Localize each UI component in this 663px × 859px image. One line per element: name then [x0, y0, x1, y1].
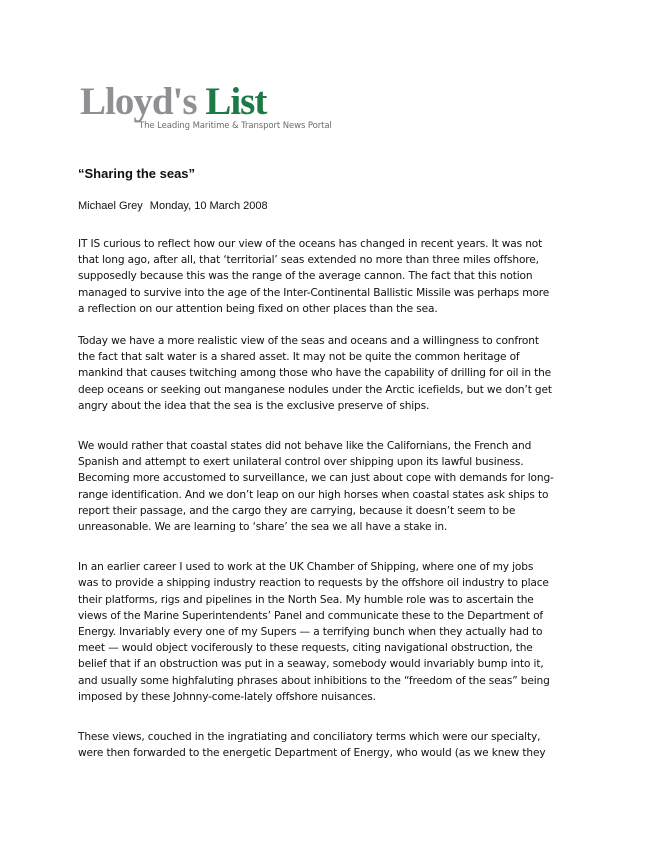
paragraph-line: In an earlier career I used to work at the UK Chamber of Shipping, where one of my jobs — [78, 561, 534, 574]
article-byline — [78, 200, 268, 213]
article-paragraph — [78, 559, 586, 705]
paragraph-line: were then forwarded to the energetic Department of Energy, who would (as we knew they — [78, 747, 546, 760]
logo-word-lloyds: Lloyd's — [80, 80, 197, 123]
logo — [80, 80, 380, 140]
paragraph-line: range identification. And we don’t leap on our high horses when coastal states ask ships to — [78, 488, 549, 501]
paragraph-line: supposedly because this was the range of the average cannon. The fact that this notion — [78, 270, 533, 283]
paragraph-line: a reflection on our attention being fixed on other places than the sea. — [78, 302, 438, 315]
logo-wordmark — [80, 80, 266, 124]
paragraph-line: We would rather that coastal states did not behave like the Californians, the French and — [78, 440, 532, 453]
logo-tagline: The Leading Maritime & Transport News Portal — [139, 121, 332, 131]
article-paragraph — [78, 333, 586, 414]
paragraph-spacer — [78, 414, 586, 438]
paragraph-line: the fact that salt water is a shared asset. It may not be quite the common heritage of — [78, 351, 520, 364]
article-paragraph — [78, 729, 586, 761]
paragraph-line: and usually some highfaluting phrases about inhibitions to the “freedom of the seas” being — [78, 674, 550, 687]
paragraph-line: Becoming more accustomed to surveillance, we can just about cope with demands for long- — [78, 472, 554, 485]
paragraph-line: deep oceans or seeking out manganese nodules under the Arctic icefields, but we don’t get — [78, 383, 552, 396]
paragraph-line: Today we have a more realistic view of the seas and oceans and a willingness to confront — [78, 335, 539, 348]
paragraph-line: meet — would object vociferously to these requests, citing navigational obstruction, the — [78, 642, 533, 655]
paragraph-line: IT IS curious to reflect how our view of the oceans has changed in recent years. It was not — [78, 238, 543, 250]
paragraph-line: angry about the idea that the sea is the exclusive preserve of ships. — [78, 399, 430, 412]
logo-word-list: List — [205, 80, 267, 123]
paragraph-spacer — [78, 317, 586, 333]
paragraph-line: views of the Marine Superintendents’ Panel and communicate these to the Department of — [78, 609, 543, 622]
paragraph-line: report their passage, and the cargo they are carrying, because it doesn’t seem to be — [78, 504, 516, 517]
article-headline: “Sharing the seas” — [78, 166, 196, 181]
article-body — [78, 236, 586, 761]
article-author: Michael Grey — [78, 200, 143, 212]
paragraph-line: their platforms, rigs and pipelines in the North Sea. My humble role was to ascertain the — [78, 593, 534, 606]
paragraph-line: imposed by these Johnny-come-lately offshore nuisances. — [78, 690, 376, 703]
paragraph-line: Energy. Invariably every one of my Supers — a terrifying bunch when they actually had to — [78, 626, 543, 639]
paragraph-line: unreasonable. We are learning to ‘share’ the sea we all have a stake in. — [78, 521, 448, 534]
paragraph-line: managed to survive into the age of the Inter-Continental Ballistic Missile was perhaps more — [78, 286, 550, 299]
paragraph-line: belief that if an obstruction was put in a seaway, somebody would invariably bump into it, — [78, 658, 544, 671]
paragraph-line: was to provide a shipping industry reaction to requests by the offshore oil industry to place — [78, 577, 549, 590]
paragraph-spacer — [78, 705, 586, 729]
paragraph-line: Spanish and attempt to exert unilateral control over shipping upon its lawful business. — [78, 456, 524, 469]
paragraph-spacer — [78, 535, 586, 559]
paragraph-line: mankind that causes twitching among those who have the capability of drilling for oil in the — [78, 367, 552, 380]
article-paragraph — [78, 236, 586, 317]
article-paragraph — [78, 438, 586, 535]
article-date: Monday, 10 March 2008 — [149, 200, 268, 212]
paragraph-line: that long ago, after all, that ‘territorial’ seas extended no more than three miles offshore, — [78, 254, 539, 267]
paragraph-line: These views, couched in the ingratiating and conciliatory terms which were our specialty, — [78, 731, 541, 744]
